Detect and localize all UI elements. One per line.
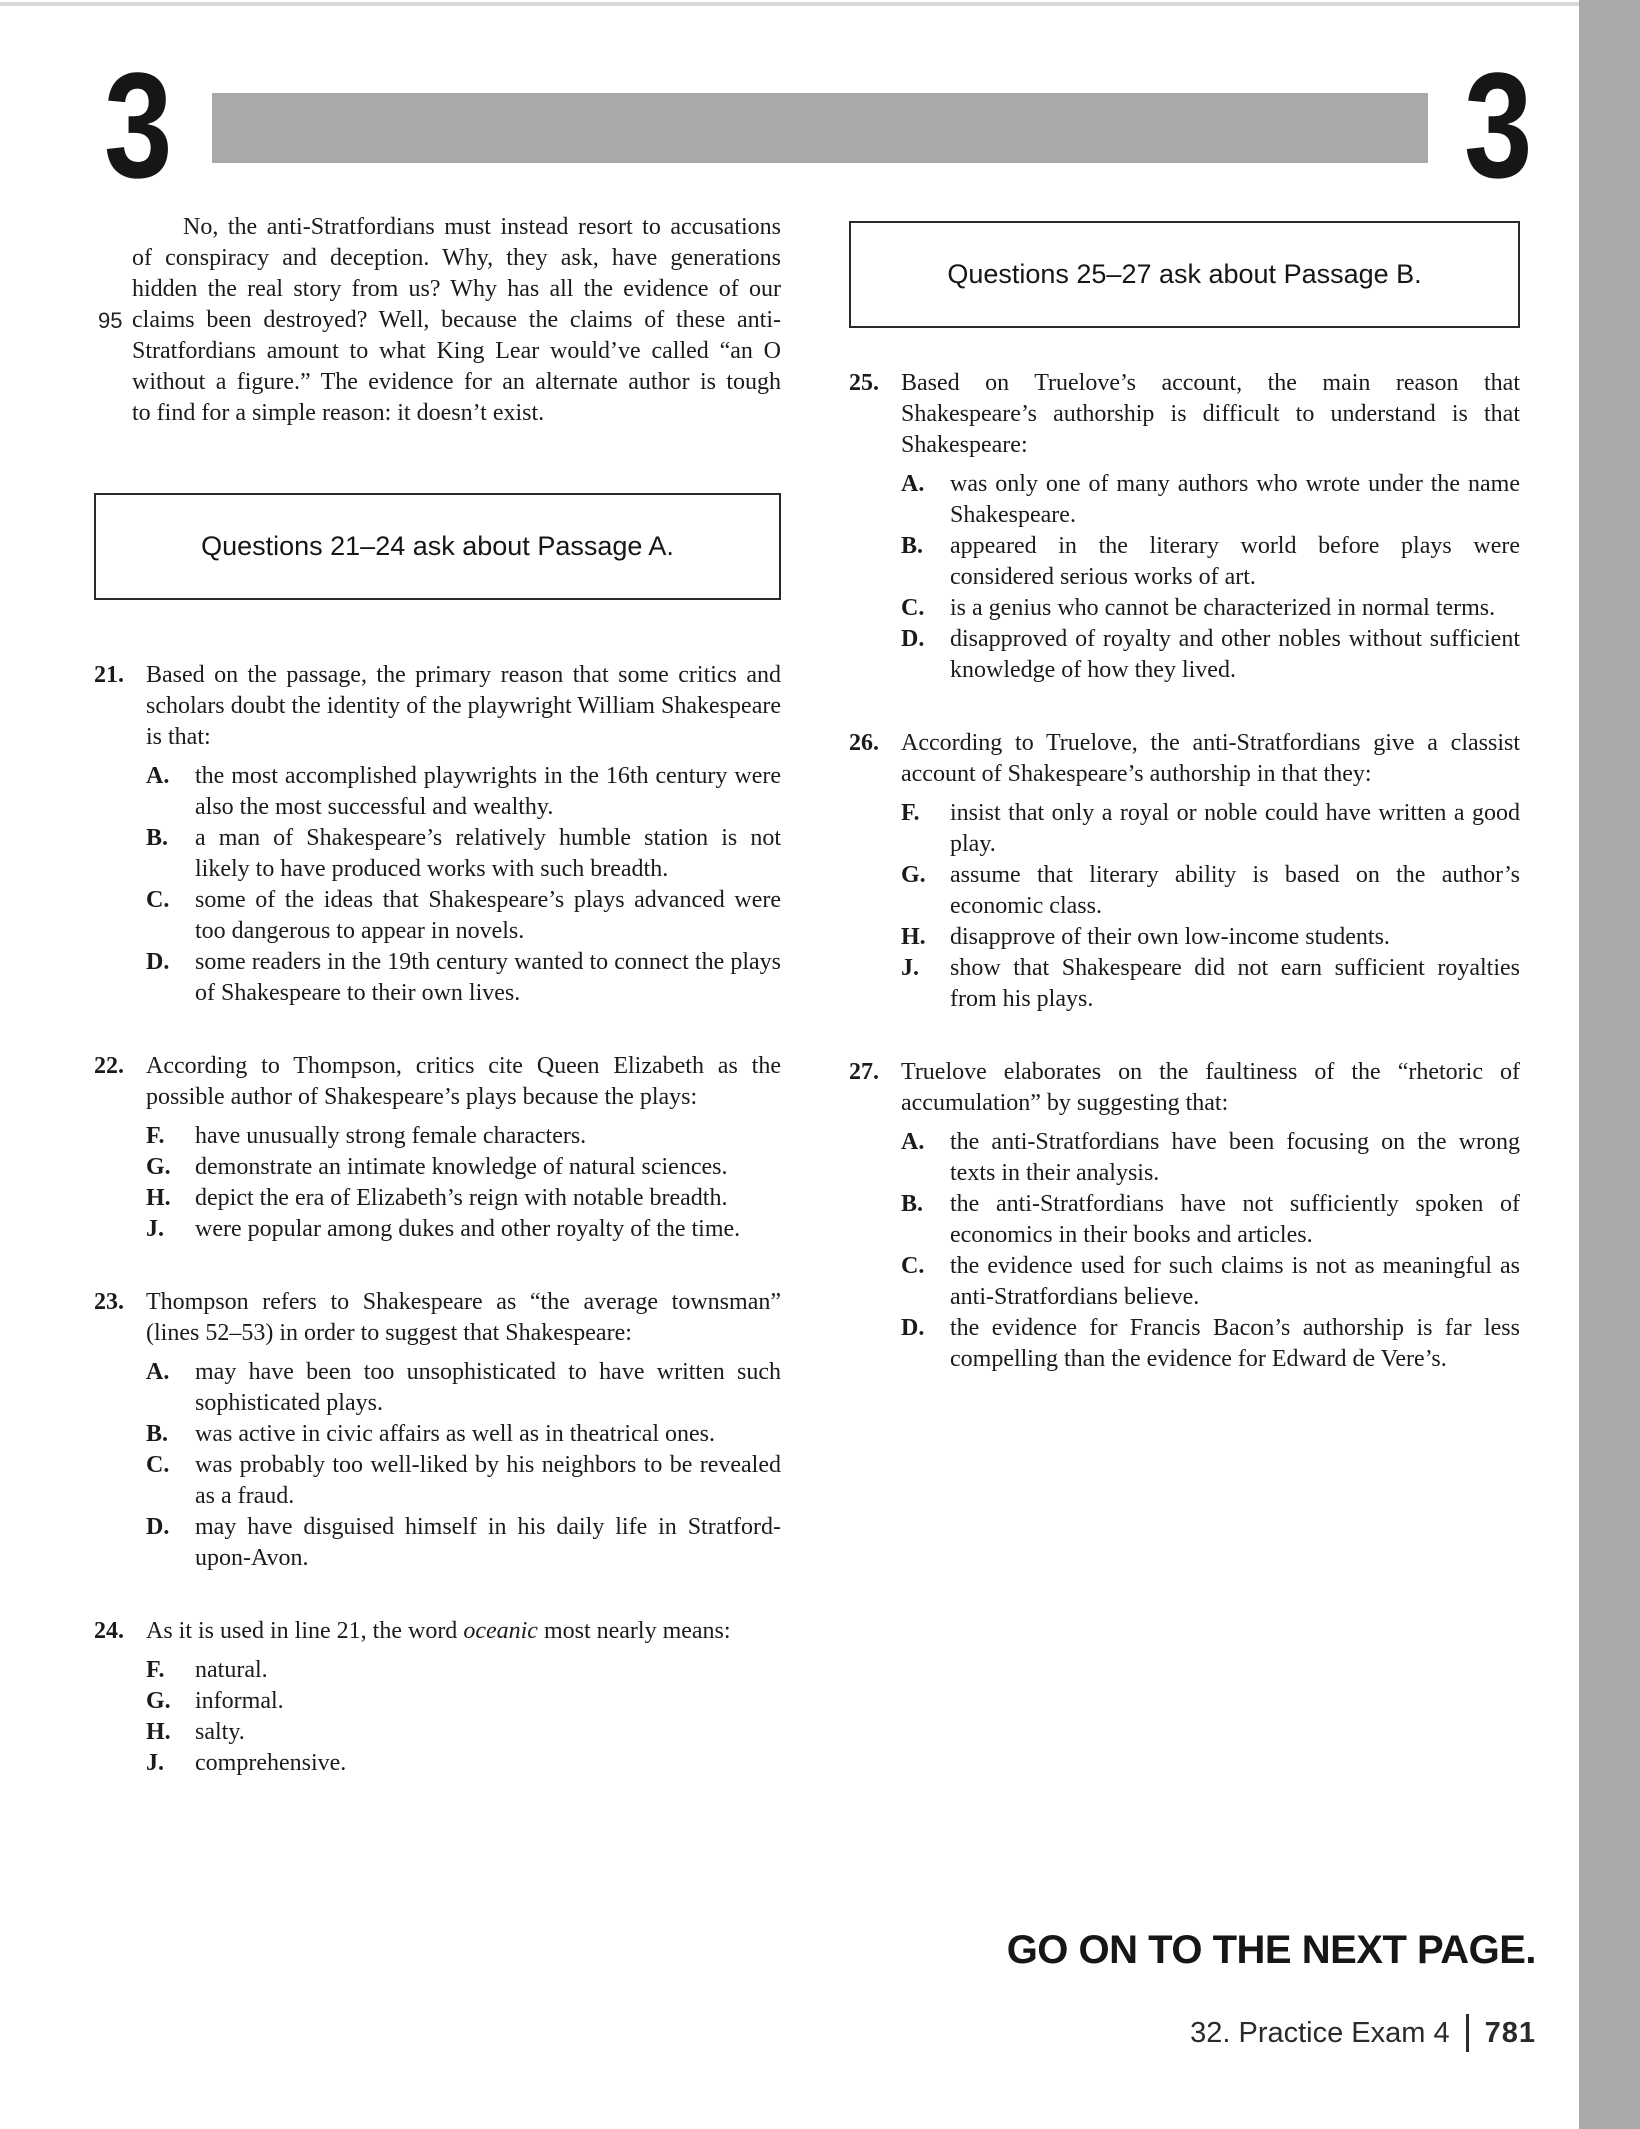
- choice-label: B.: [146, 825, 169, 851]
- choice-text: disapproved of royalty and other nobles without sufficient knowledge of how they lived.: [950, 626, 1520, 683]
- choice-text: informal.: [195, 1688, 284, 1714]
- passage-b-questions-box: [849, 221, 1520, 328]
- question-stem: [901, 728, 1520, 790]
- answer-choice: [146, 1121, 781, 1152]
- question-number: 23.: [94, 1289, 124, 1315]
- questions-25-27: [849, 368, 1520, 1375]
- choice-label: D.: [901, 1315, 925, 1341]
- stem-text: Based on Truelove’s account, the main reason that Shakespeare’s authorship is difficult to understand is that Shakespeare:: [901, 370, 1520, 458]
- choice-text: some readers in the 19th century wanted to connect the plays of Shakespeare to their own lives.: [195, 949, 781, 1006]
- choice-label: A.: [146, 1359, 170, 1385]
- choice-text: may have disguised himself in his daily life in Stratford-upon-Avon.: [195, 1514, 781, 1571]
- answer-choice: [901, 798, 1520, 860]
- header-bar: [212, 93, 1428, 163]
- answer-choices: [901, 798, 1520, 1015]
- choice-label: B.: [146, 1421, 169, 1447]
- answer-choice: [901, 469, 1520, 531]
- answer-choice: [146, 1214, 781, 1245]
- choice-label: A.: [146, 763, 170, 789]
- stem-text: According to Truelove, the anti-Stratfordians give a classist account of Shakespeare’s authorship in that they:: [901, 730, 1520, 787]
- question-stem: [901, 1057, 1520, 1119]
- stem-text: Based on the passage, the primary reason that some critics and scholars doubt the identity of the playwright William Shakespeare is that:: [146, 662, 781, 750]
- answer-choice: [146, 1152, 781, 1183]
- question-23: [94, 1287, 781, 1574]
- choice-text: is a genius who cannot be characterized in normal terms.: [950, 595, 1496, 621]
- section-number-left: 3: [104, 41, 170, 209]
- answer-choice: [146, 885, 781, 947]
- choice-text: demonstrate an intimate knowledge of natural sciences.: [195, 1154, 728, 1180]
- answer-choice: [901, 531, 1520, 593]
- go-on-instruction: GO ON TO THE NEXT PAGE.: [1006, 1928, 1536, 1972]
- answer-choice: [146, 1512, 781, 1574]
- choice-label: F.: [901, 800, 920, 826]
- passage-a-questions-label: Questions 21–24 ask about Passage A.: [201, 531, 674, 561]
- stem-italic: oceanic: [463, 1618, 538, 1644]
- answer-choice: [901, 624, 1520, 686]
- choice-text: assume that literary ability is based on the author’s economic class.: [950, 862, 1520, 919]
- stem-text: most nearly means:: [537, 1618, 731, 1644]
- question-stem: [901, 368, 1520, 461]
- answer-choice: [901, 860, 1520, 922]
- choice-text: some of the ideas that Shakespeare’s plays advanced were too dangerous to appear in novels.: [195, 887, 781, 944]
- question-number: 26.: [849, 730, 879, 756]
- passage-line: of conspiracy and deception. Why, they ask, have generations: [132, 245, 781, 271]
- choice-label: J.: [901, 955, 919, 981]
- choice-label: D.: [901, 626, 925, 652]
- passage-line: without a figure.” The evidence for an alternate author is tough: [132, 369, 781, 395]
- question-number: 24.: [94, 1618, 124, 1644]
- question-number: 22.: [94, 1053, 124, 1079]
- answer-choices: [146, 1121, 781, 1245]
- choice-label: C.: [146, 1452, 170, 1478]
- choice-label: H.: [901, 924, 926, 950]
- choice-text: may have been too unsophisticated to have written such sophisticated plays.: [195, 1359, 781, 1416]
- passage-b-questions-label: Questions 25–27 ask about Passage B.: [947, 259, 1422, 289]
- question-number: 21.: [94, 662, 124, 688]
- answer-choice: [901, 1251, 1520, 1313]
- passage-a-questions-box: [94, 493, 781, 600]
- choice-text: the evidence used for such claims is not as meaningful as anti-Stratfordians believe.: [950, 1253, 1520, 1310]
- passage-line: [98, 305, 781, 336]
- question-number: 27.: [849, 1059, 879, 1085]
- answer-choice: [901, 1189, 1520, 1251]
- choice-label: J.: [146, 1750, 164, 1776]
- answer-choice: [146, 1686, 781, 1717]
- question-22: [94, 1051, 781, 1245]
- choice-text: salty.: [195, 1719, 245, 1745]
- choice-label: D.: [146, 949, 170, 975]
- answer-choices: [901, 469, 1520, 686]
- answer-choices: [146, 761, 781, 1009]
- answer-choice: [146, 1450, 781, 1512]
- question-21: [94, 660, 781, 1009]
- passage-line-number: 95: [98, 308, 123, 333]
- choice-label: A.: [901, 1129, 925, 1155]
- choice-label: J.: [146, 1216, 164, 1242]
- answer-choice: [146, 761, 781, 823]
- passage-continuation: [94, 212, 781, 429]
- choice-label: G.: [146, 1688, 171, 1714]
- choice-text: appeared in the literary world before plays were considered serious works of art.: [950, 533, 1520, 590]
- choice-label: B.: [901, 1191, 924, 1217]
- answer-choice: [146, 1419, 781, 1450]
- choice-text: was probably too well-liked by his neighbors to be revealed as a fraud.: [195, 1452, 781, 1509]
- choice-text: the anti-Stratfordians have not sufficiently spoken of economics in their books and articles.: [950, 1191, 1520, 1248]
- answer-choice: [146, 1183, 781, 1214]
- choice-label: G.: [146, 1154, 171, 1180]
- choice-label: D.: [146, 1514, 170, 1540]
- choice-text: the evidence for Francis Bacon’s authorship is far less compelling than the evidence for Edward de Vere’s.: [950, 1315, 1520, 1372]
- stem-text: Thompson refers to Shakespeare as “the average townsman” (lines 52–53) in order to suggest that Shakespeare:: [146, 1289, 781, 1346]
- choice-text: depict the era of Elizabeth’s reign with notable breadth.: [195, 1185, 728, 1211]
- footer-book-label: 32. Practice Exam 4: [1190, 2016, 1450, 2049]
- right-column: [849, 221, 1520, 1417]
- footer-line: [1190, 2014, 1536, 2052]
- answer-choice: [901, 593, 1520, 624]
- answer-choice: [146, 1357, 781, 1419]
- answer-choice: [901, 1127, 1520, 1189]
- answer-choices: [901, 1127, 1520, 1375]
- choice-label: A.: [901, 471, 925, 497]
- stem-text: Truelove elaborates on the faultiness of the “rhetoric of accumulation” by suggesting that:: [901, 1059, 1520, 1116]
- section-number-right: 3: [1464, 41, 1530, 209]
- answer-choice: [146, 1655, 781, 1686]
- choice-label: H.: [146, 1719, 171, 1745]
- answer-choice: [901, 953, 1520, 1015]
- answer-choice: [146, 947, 781, 1009]
- passage-line-text: claims been destroyed? Well, because the claims of these anti-: [132, 307, 781, 333]
- left-column: [94, 212, 781, 1821]
- questions-21-24: [94, 660, 781, 1779]
- choice-text: natural.: [195, 1657, 268, 1683]
- footer-divider: [1466, 2014, 1469, 2052]
- passage-line: Stratfordians amount to what King Lear would’ve called “an O: [132, 338, 781, 364]
- stem-text: According to Thompson, critics cite Queen Elizabeth as the possible author of Shakespeare’s plays because the plays:: [146, 1053, 781, 1110]
- choice-label: C.: [901, 595, 925, 621]
- choice-label: F.: [146, 1123, 165, 1149]
- question-number: 25.: [849, 370, 879, 396]
- question-25: [849, 368, 1520, 686]
- page-edge-line: [0, 2, 1640, 6]
- choice-text: was active in civic affairs as well as in theatrical ones.: [195, 1421, 716, 1447]
- answer-choices: [146, 1357, 781, 1574]
- choice-text: comprehensive.: [195, 1750, 347, 1776]
- question-24: [94, 1616, 781, 1779]
- question-stem: [146, 1287, 781, 1349]
- choice-label: F.: [146, 1657, 165, 1683]
- choice-label: H.: [146, 1185, 171, 1211]
- choice-text: were popular among dukes and other royalty of the time.: [195, 1216, 741, 1242]
- page-side-strip: [1579, 0, 1640, 2129]
- choice-label: C.: [146, 887, 170, 913]
- choice-text: disapprove of their own low-income students.: [950, 924, 1390, 950]
- answer-choice: [146, 1717, 781, 1748]
- question-27: [849, 1057, 1520, 1375]
- question-stem: [146, 660, 781, 753]
- choice-text: the most accomplished playwrights in the 16th century were also the most successful and wealthy.: [195, 763, 781, 820]
- choice-label: C.: [901, 1253, 925, 1279]
- answer-choice: [901, 922, 1520, 953]
- answer-choice: [146, 1748, 781, 1779]
- question-26: [849, 728, 1520, 1015]
- passage-line: No, the anti-Stratfordians must instead resort to accusations: [183, 214, 781, 240]
- stem-text: As it is used in line 21, the word: [146, 1618, 464, 1644]
- choice-label: B.: [901, 533, 924, 559]
- passage-line: hidden the real story from us? Why has all the evidence of our: [132, 276, 781, 302]
- choice-text: the anti-Stratfordians have been focusing on the wrong texts in their analysis.: [950, 1129, 1520, 1186]
- choice-text: was only one of many authors who wrote under the name Shakespeare.: [950, 471, 1520, 528]
- choice-text: have unusually strong female characters.: [195, 1123, 587, 1149]
- answer-choices: [146, 1655, 781, 1779]
- answer-choice: [901, 1313, 1520, 1375]
- choice-text: a man of Shakespeare’s relatively humble station is not likely to have produced works with such breadth.: [195, 825, 781, 882]
- answer-choice: [146, 823, 781, 885]
- choice-text: show that Shakespeare did not earn sufficient royalties from his plays.: [950, 955, 1520, 1012]
- question-stem: [146, 1616, 781, 1647]
- choice-label: G.: [901, 862, 926, 888]
- choice-text: insist that only a royal or noble could have written a good play.: [950, 800, 1520, 857]
- footer-page-number: 781: [1484, 2016, 1536, 2049]
- passage-line: to find for a simple reason: it doesn’t exist.: [132, 400, 545, 426]
- question-stem: [146, 1051, 781, 1113]
